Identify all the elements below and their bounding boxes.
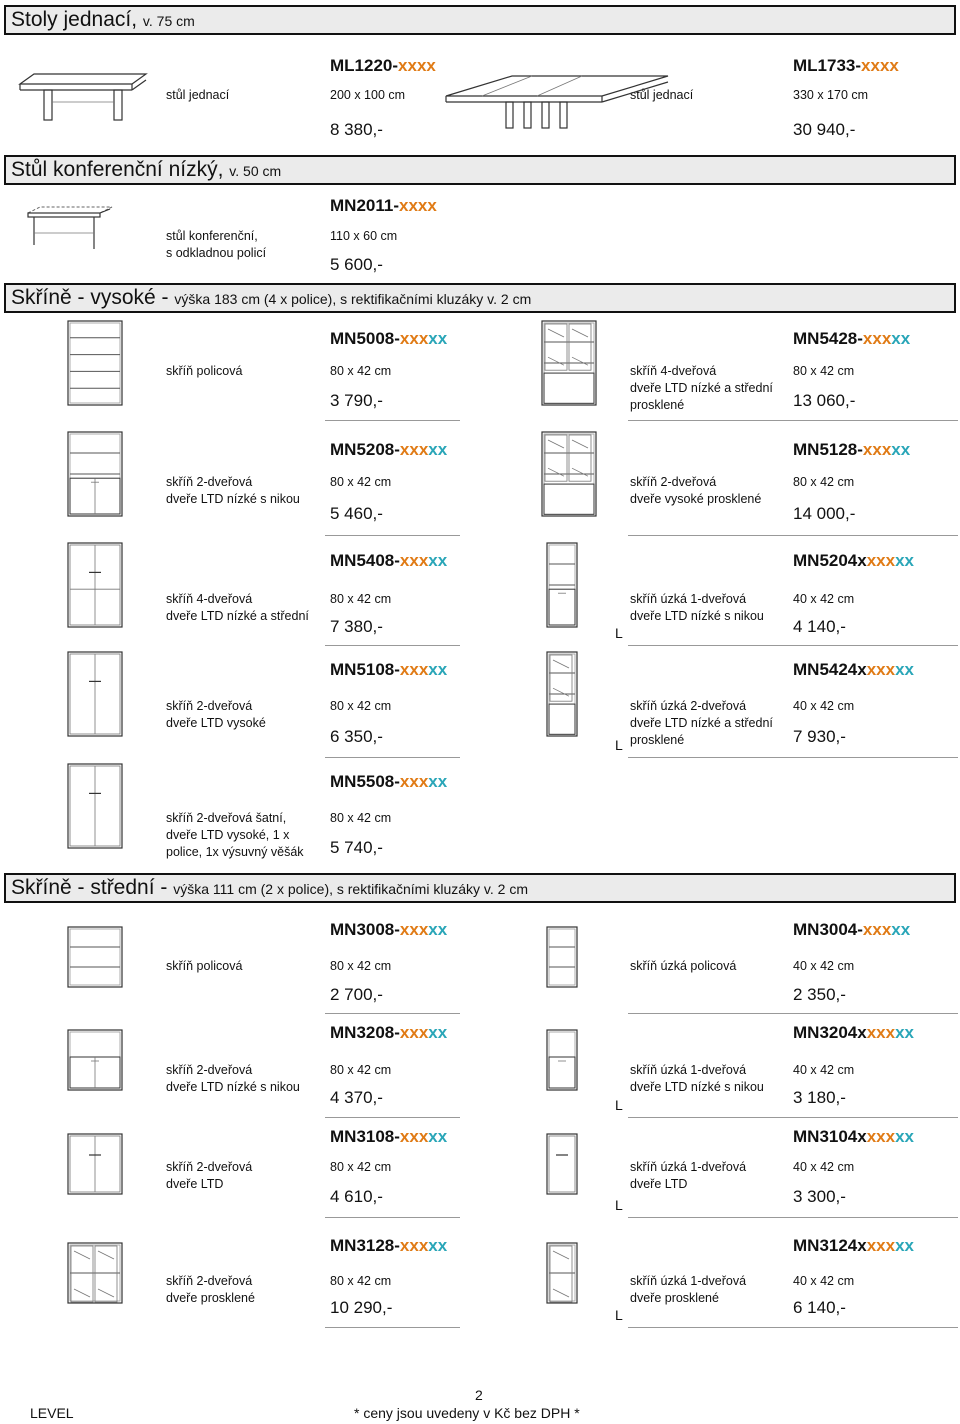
- product-dimensions: 80 x 42 cm: [330, 1274, 392, 1288]
- product-code: [793, 329, 910, 349]
- product-dimensions: 80 x 42 cm: [330, 475, 392, 489]
- code-part: xxx: [399, 920, 429, 939]
- code-part: xx: [428, 920, 448, 939]
- code-part: MN3004-: [793, 920, 863, 939]
- mn5128-illustration: [540, 430, 600, 520]
- product-dimensions: 80 x 42 cm: [793, 364, 855, 378]
- code-part: MN3104x: [793, 1127, 867, 1146]
- product-price: 4 140,-: [793, 617, 846, 636]
- product-description: dveře LTD: [166, 1177, 224, 1191]
- product-dimensions: 200 x 100 cm: [330, 88, 406, 102]
- product-description: s odkladnou policí: [166, 246, 267, 260]
- ml1220-illustration: [18, 70, 148, 125]
- price-note: * ceny jsou uvedeny v Kč bez DPH *: [354, 1405, 580, 1421]
- code-part: xx: [428, 329, 448, 348]
- product-dimensions: 40 x 42 cm: [793, 959, 855, 973]
- product-description: dveře LTD nízké s nikou: [166, 492, 300, 506]
- product-dimensions: 80 x 42 cm: [330, 699, 392, 713]
- code-part: xx: [891, 920, 911, 939]
- code-part: MN5204x: [793, 551, 867, 570]
- mn5508-illustration: [66, 762, 126, 852]
- product-description: skříň úzká 1-dveřová: [630, 1274, 747, 1288]
- product-description: skříň 2-dveřová: [630, 475, 717, 489]
- code-part: xx: [895, 1236, 915, 1255]
- code-part: xxx: [866, 1236, 896, 1255]
- product-code: [330, 1023, 447, 1043]
- section-header-high: [4, 283, 956, 313]
- product-price: 3 300,-: [793, 1187, 846, 1206]
- code-part: xx: [428, 1023, 448, 1042]
- section-title: Skříně - střední -: [11, 876, 168, 899]
- product-description: skříň 2-dveřová šatní,: [166, 811, 287, 825]
- product-price: 14 000,-: [793, 504, 856, 523]
- product-dimensions: 80 x 42 cm: [330, 364, 392, 378]
- product-price: 2 700,-: [330, 985, 383, 1004]
- product-description: skříň úzká policová: [630, 959, 737, 973]
- code-part: xx: [891, 440, 911, 459]
- section-title: Stůl konferenční nízký,: [11, 158, 224, 181]
- code-part: MN5108-: [330, 660, 400, 679]
- product-price: 5 600,-: [330, 255, 383, 274]
- product-price: 8 380,-: [330, 120, 383, 139]
- ml1733-illustration: [442, 72, 672, 130]
- row-divider: [325, 1217, 460, 1218]
- code-part: xxxx: [861, 56, 899, 75]
- code-part: xx: [891, 329, 911, 348]
- product-description: prosklené: [630, 733, 685, 747]
- mn3128-illustration: [66, 1241, 126, 1307]
- product-price: 7 930,-: [793, 727, 846, 746]
- code-part: xx: [428, 1236, 448, 1255]
- section-title: Stoly jednací,: [11, 8, 138, 31]
- code-part: MN3204x: [793, 1023, 867, 1042]
- product-description: stůl konferenční,: [166, 229, 258, 243]
- product-price: 7 380,-: [330, 617, 383, 636]
- row-divider: [325, 1117, 460, 1118]
- product-description: dveře LTD nízké a střední: [166, 609, 309, 623]
- row-divider: [325, 420, 460, 421]
- product-code: [793, 1236, 914, 1256]
- product-description: dveře LTD nízké a střední: [630, 716, 773, 730]
- section-header-mid: [4, 873, 956, 903]
- mn5008-illustration: [66, 319, 126, 409]
- product-code: [330, 56, 436, 76]
- code-part: MN5508-: [330, 772, 400, 791]
- product-code: [330, 1236, 447, 1256]
- product-dimensions: 80 x 42 cm: [330, 959, 392, 973]
- code-part: xxx: [866, 1023, 896, 1042]
- product-description: skříň úzká 2-dveřová: [630, 699, 747, 713]
- product-code: [793, 1023, 914, 1043]
- product-code: [330, 772, 447, 792]
- product-code: [793, 551, 914, 571]
- code-part: xx: [428, 660, 448, 679]
- section-title: Skříně - vysoké -: [11, 286, 169, 309]
- code-part: MN3128-: [330, 1236, 400, 1255]
- product-description: stůl jednací: [630, 88, 694, 102]
- row-divider: [628, 1217, 958, 1218]
- product-code: [330, 551, 447, 571]
- mn5204-illustration: [545, 541, 581, 631]
- mn5408-illustration: [66, 541, 126, 631]
- product-description: skříň 2-dveřová: [166, 1274, 253, 1288]
- mn5424-illustration: [545, 650, 581, 740]
- code-part: xx: [895, 551, 915, 570]
- code-part: ML1220-: [330, 56, 399, 75]
- row-divider: [325, 645, 460, 646]
- code-part: MN3008-: [330, 920, 400, 939]
- product-description: dveře LTD nízké s nikou: [630, 1080, 764, 1094]
- code-part: xxx: [399, 1236, 429, 1255]
- section-subtitle: výška 111 cm (2 x police), s rektifikačními kluzáky v. 2 cm: [173, 881, 528, 897]
- product-dimensions: 40 x 42 cm: [793, 592, 855, 606]
- product-description: dveře LTD vysoké: [166, 716, 266, 730]
- product-price: 5 740,-: [330, 838, 383, 857]
- product-description: skříň 2-dveřová: [166, 1063, 253, 1077]
- row-divider: [628, 1327, 958, 1328]
- mn3008-illustration: [66, 925, 126, 991]
- product-description: skříň 4-dveřová: [166, 592, 253, 606]
- code-part: xx: [895, 1023, 915, 1042]
- product-code: [793, 1127, 914, 1147]
- product-code: [330, 1127, 447, 1147]
- product-code: [330, 329, 447, 349]
- product-price: 3 790,-: [330, 391, 383, 410]
- code-part: MN5008-: [330, 329, 400, 348]
- product-description: skříň 2-dveřová: [166, 699, 253, 713]
- product-dimensions: 40 x 42 cm: [793, 1160, 855, 1174]
- code-part: xx: [895, 660, 915, 679]
- code-part: xxx: [399, 329, 429, 348]
- product-price: 10 290,-: [330, 1298, 393, 1317]
- row-divider: [628, 645, 958, 646]
- product-dimensions: 80 x 42 cm: [793, 475, 855, 489]
- section-subtitle: v. 50 cm: [229, 163, 282, 179]
- row-divider: [325, 757, 460, 758]
- row-divider: [325, 1013, 460, 1014]
- section-header-conf: [4, 155, 956, 185]
- code-part: xxx: [866, 1127, 896, 1146]
- row-divider: [628, 757, 958, 758]
- product-dimensions: 80 x 42 cm: [330, 592, 392, 606]
- row-divider: [628, 420, 958, 421]
- product-description: stůl jednací: [166, 88, 230, 102]
- page-number: 2: [475, 1387, 483, 1403]
- code-part: xxxx: [398, 56, 436, 75]
- code-part: MN3124x: [793, 1236, 867, 1255]
- hinge-side-mark: L: [615, 1307, 623, 1323]
- mn5108-illustration: [66, 650, 126, 740]
- code-part: xx: [428, 1127, 448, 1146]
- product-description: skříň policová: [166, 364, 243, 378]
- product-description: skříň 2-dveřová: [166, 475, 253, 489]
- code-part: xxx: [866, 660, 896, 679]
- product-code: [793, 660, 914, 680]
- product-code: [330, 440, 447, 460]
- brand-label: LEVEL: [30, 1405, 74, 1421]
- code-part: MN5408-: [330, 551, 400, 570]
- product-price: 6 140,-: [793, 1298, 846, 1317]
- mn5208-illustration: [66, 430, 126, 520]
- product-price: 3 180,-: [793, 1088, 846, 1107]
- product-code: [330, 660, 447, 680]
- product-description: dveře LTD nízké s nikou: [166, 1080, 300, 1094]
- product-description: prosklené: [630, 398, 685, 412]
- hinge-side-mark: L: [615, 1097, 623, 1113]
- section-header-tables: [4, 5, 956, 35]
- code-part: xxx: [399, 1023, 429, 1042]
- product-price: 5 460,-: [330, 504, 383, 523]
- product-description: dveře prosklené: [166, 1291, 255, 1305]
- code-part: xxx: [862, 920, 892, 939]
- code-part: xx: [428, 551, 448, 570]
- product-dimensions: 40 x 42 cm: [793, 1274, 855, 1288]
- product-description: dveře LTD nízké a střední: [630, 381, 773, 395]
- hinge-side-mark: L: [615, 1197, 623, 1213]
- code-part: MN5208-: [330, 440, 400, 459]
- code-part: xxx: [399, 551, 429, 570]
- code-part: xxx: [399, 1127, 429, 1146]
- row-divider: [325, 1327, 460, 1328]
- product-code: [793, 920, 910, 940]
- product-price: 6 350,-: [330, 727, 383, 746]
- mn5428-illustration: [540, 319, 600, 409]
- hinge-side-mark: L: [615, 625, 623, 641]
- row-divider: [325, 535, 460, 536]
- code-part: xxx: [399, 440, 429, 459]
- product-price: 2 350,-: [793, 985, 846, 1004]
- product-price: 4 610,-: [330, 1187, 383, 1206]
- product-price: 30 940,-: [793, 120, 856, 139]
- product-description: skříň úzká 1-dveřová: [630, 1160, 747, 1174]
- code-part: xxx: [399, 772, 429, 791]
- product-description: dveře LTD nízké s nikou: [630, 609, 764, 623]
- product-code: [793, 440, 910, 460]
- code-part: xx: [895, 1127, 915, 1146]
- code-part: xxxx: [398, 196, 437, 215]
- product-description: police, 1x výsuvný věšák: [166, 845, 304, 859]
- product-code: [330, 196, 437, 216]
- product-dimensions: 40 x 42 cm: [793, 699, 855, 713]
- product-dimensions: 40 x 42 cm: [793, 1063, 855, 1077]
- product-dimensions: 80 x 42 cm: [330, 1063, 392, 1077]
- code-part: MN2011-: [330, 196, 399, 215]
- code-part: MN5428-: [793, 329, 863, 348]
- section-subtitle: výška 183 cm (4 x police), s rektifikačními kluzáky v. 2 cm: [174, 291, 532, 307]
- product-description: dveře LTD vysoké, 1 x: [166, 828, 290, 842]
- section-subtitle: v. 75 cm: [142, 13, 195, 29]
- product-description: skříň policová: [166, 959, 243, 973]
- code-part: MN5424x: [793, 660, 867, 679]
- code-part: xxx: [862, 329, 892, 348]
- code-part: xxx: [862, 440, 892, 459]
- code-part: MN3208-: [330, 1023, 400, 1042]
- mn2011-illustration: [26, 205, 116, 255]
- mn3104-illustration: [545, 1132, 581, 1198]
- mn3204-illustration: [545, 1028, 581, 1094]
- product-description: skříň úzká 1-dveřová: [630, 1063, 747, 1077]
- hinge-side-mark: L: [615, 737, 623, 753]
- product-dimensions: 80 x 42 cm: [330, 811, 392, 825]
- code-part: MN3108-: [330, 1127, 400, 1146]
- code-part: ML1733-: [793, 56, 862, 75]
- code-part: xx: [428, 440, 448, 459]
- mn3208-illustration: [66, 1028, 126, 1094]
- code-part: xxx: [399, 660, 429, 679]
- product-dimensions: 110 x 60 cm: [330, 229, 398, 243]
- product-description: dveře LTD: [630, 1177, 688, 1191]
- product-description: skříň úzká 1-dveřová: [630, 592, 747, 606]
- product-description: skříň 2-dveřová: [166, 1160, 253, 1174]
- mn3004-illustration: [545, 925, 581, 991]
- mn3108-illustration: [66, 1132, 126, 1198]
- product-description: dveře vysoké prosklené: [630, 492, 762, 506]
- code-part: MN5128-: [793, 440, 863, 459]
- code-part: xx: [428, 772, 448, 791]
- product-dimensions: 80 x 42 cm: [330, 1160, 392, 1174]
- row-divider: [628, 1013, 958, 1014]
- product-price: 13 060,-: [793, 391, 856, 410]
- row-divider: [628, 1117, 958, 1118]
- product-price: 4 370,-: [330, 1088, 383, 1107]
- product-code: [330, 920, 447, 940]
- product-dimensions: 330 x 170 cm: [793, 88, 869, 102]
- row-divider: [628, 535, 958, 536]
- code-part: xxx: [866, 551, 896, 570]
- mn3124-illustration: [545, 1241, 581, 1307]
- product-description: skříň 4-dveřová: [630, 364, 717, 378]
- product-code: [793, 56, 899, 76]
- product-description: dveře prosklené: [630, 1291, 719, 1305]
